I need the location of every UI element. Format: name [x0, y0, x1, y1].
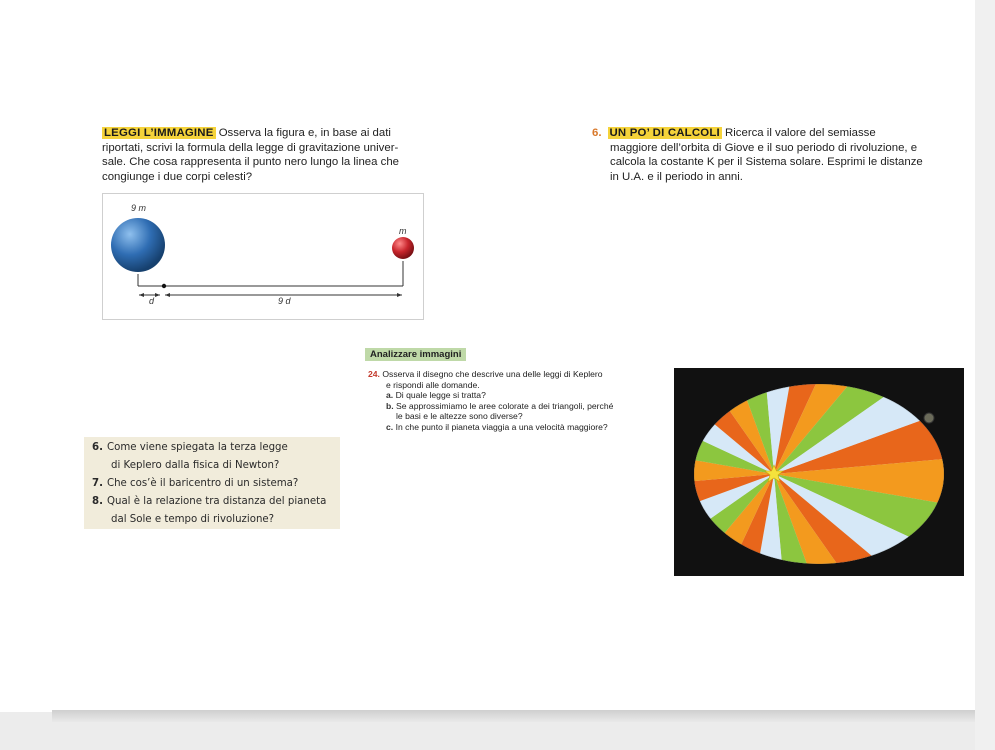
- exercise-line-2: riportati, scrivi la formula della legge di gravitazione univer-: [102, 141, 399, 154]
- review-questions-box: [84, 437, 340, 529]
- kepler-orbit-image: [674, 368, 964, 576]
- text: Che cos’è il baricentro di un sistema?: [106, 478, 299, 489]
- review-question-8-cont: dal Sole e tempo di rivoluzione?: [111, 514, 275, 525]
- question-24: [368, 369, 658, 432]
- exercise-line-4: in U.A. e il periodo in anni.: [610, 170, 743, 183]
- tag-un-po-di-calcoli: UN PO’ DI CALCOLI: [609, 127, 720, 139]
- text: Qual è la relazione tra distanza del pianeta: [106, 496, 327, 507]
- label-9d: 9 d: [278, 296, 291, 306]
- tag-analizzare-immagini: Analizzare immagini: [365, 348, 466, 361]
- exercise-line-3: sale. Che cosa rappresenta il punto nero lungo la linea che: [102, 156, 399, 168]
- barycenter-dot: [162, 284, 166, 288]
- review-question-6-cont: di Keplero dalla fisica di Newton?: [111, 460, 280, 471]
- text: Di quale legge si tratta?: [395, 390, 486, 400]
- label-9m: 9 m: [131, 203, 147, 213]
- exercise-line-1: [102, 126, 432, 141]
- exercise-line-4: congiunge i due corpi celesti?: [102, 170, 253, 183]
- review-question-8: [92, 496, 326, 508]
- exercise-line-1: [592, 126, 937, 141]
- area-wedges: [674, 368, 964, 576]
- letter: a.: [386, 390, 394, 400]
- number: 8.: [92, 496, 103, 507]
- text: Ricerca il valore del semiasse: [725, 127, 876, 139]
- exercise-number: 6.: [592, 127, 602, 139]
- question-number: 24.: [368, 369, 380, 379]
- text: In che punto il pianeta viaggia a una velocità maggiore?: [395, 421, 608, 432]
- tag-leggi-immagine: LEGGI L’IMMAGINE: [104, 127, 214, 139]
- review-question-6: [92, 442, 288, 454]
- question-item-b-cont: le basi e le altezze sono diverse?: [396, 411, 523, 421]
- question-line-2: e rispondi alle domande.: [386, 379, 480, 390]
- question-line-1: [368, 369, 658, 380]
- figure-drawing: [103, 194, 423, 319]
- letter: c.: [386, 421, 394, 432]
- question-item-a: [368, 390, 658, 401]
- exercise-line-3: calcola la costante K per il Sistema solare. Esprimi le distanze: [610, 156, 923, 168]
- gravitation-figure: [102, 193, 424, 320]
- page-shadow: [52, 710, 975, 722]
- text: Osserva il disegno che descrive una delle leggi di Keplero: [382, 369, 603, 379]
- text: Osserva la figura e, in base ai dati: [218, 127, 391, 139]
- label-d: d: [149, 296, 155, 306]
- exercise-leggi-immagine: [102, 126, 432, 184]
- text: Se approssimiamo le aree colorate a dei triangoli, perché: [396, 400, 614, 411]
- exercise-line-2: maggiore dell’orbita di Giove e il suo periodo di rivoluzione, e: [610, 141, 918, 154]
- question-item-b: [368, 401, 658, 412]
- number: 7.: [92, 478, 103, 489]
- big-planet: [111, 218, 165, 272]
- text: Come viene spiegata la terza legge: [106, 442, 288, 453]
- kepler-orbit-drawing: [674, 368, 964, 576]
- small-planet: [392, 237, 414, 259]
- viewer-gutter: [975, 0, 995, 750]
- question-item-c: [368, 422, 658, 433]
- exercise-un-po-di-calcoli: [592, 126, 937, 184]
- label-m: m: [399, 226, 407, 236]
- planet: [924, 413, 934, 423]
- number: 6.: [92, 442, 103, 453]
- review-question-7: [92, 478, 298, 490]
- letter: b.: [386, 400, 394, 411]
